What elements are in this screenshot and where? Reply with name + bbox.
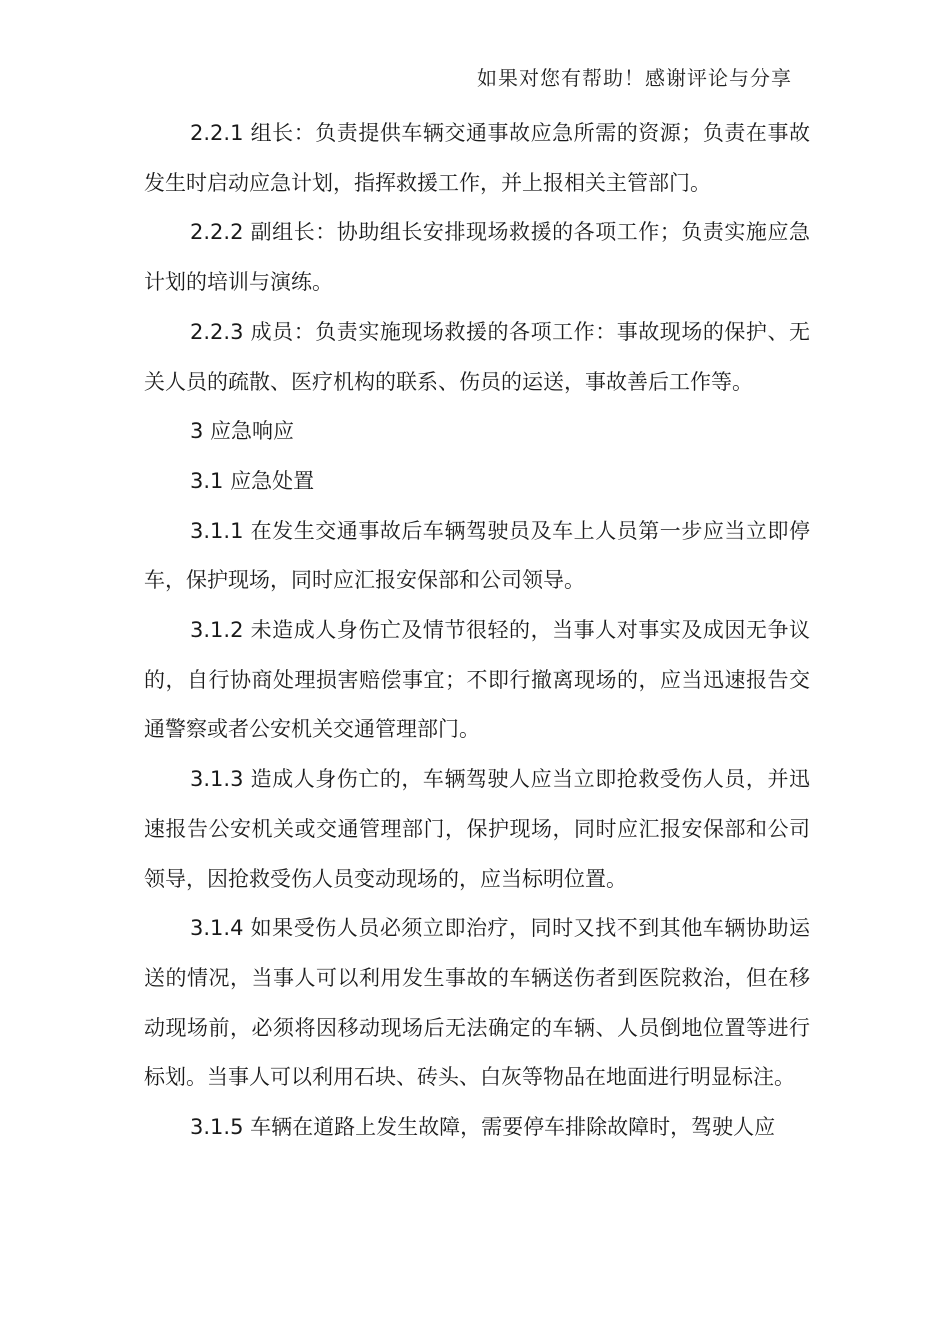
- paragraph-2-2-3: 2.2.3 成员：负责实施现场救援的各项工作：事故现场的保护、无关人员的疏散、医疗机构的联系、伤员的运送，事故善后工作等。: [144, 319, 810, 394]
- section-heading-3: 3 应急响应: [190, 419, 295, 444]
- paragraph-3-1-4: 3.1.4 如果受伤人员必须立即治疗，同时又找不到其他车辆协助运送的情况，当事人可以利用发生事故的车辆送伤者到医院救治，但在移动现场前，必须将因移动现场后无法确定的车辆、人员倒地位置等进行标划。当事人可以利用石块、砖头、白灰等物品在地面进行明显标注。: [144, 916, 810, 1090]
- document-body: [144, 109, 810, 1153]
- paragraph-3-1-5: 3.1.5 车辆在道路上发生故障，需要停车排除故障时，驾驶人应: [190, 1115, 776, 1140]
- section-heading-3-1: 3.1 应急处置: [190, 468, 315, 493]
- paragraph-3-1-2: 3.1.2 未造成人身伤亡及情节很轻的，当事人对事实及成因无争议的，自行协商处理损害赔偿事宜；不即行撤离现场的，应当迅速报告交通警察或者公安机关交通管理部门。: [144, 618, 810, 742]
- paragraph-2-2-2: 2.2.2 副组长：协助组长安排现场救援的各项工作；负责实施应急计划的培训与演练。: [144, 220, 810, 295]
- paragraph-3-1-3: 3.1.3 造成人身伤亡的，车辆驾驶人应当立即抢救受伤人员，并迅速报告公安机关或交通管理部门，保护现场，同时应汇报安保部和公司领导，因抢救受伤人员变动现场的，应当标明位置。: [144, 767, 810, 891]
- paragraph-3-1-1: 3.1.1 在发生交通事故后车辆驾驶员及车上人员第一步应当立即停车，保护现场，同时应汇报安保部和公司领导。: [144, 518, 810, 593]
- page-header: 如果对您有帮助！感谢评论与分享: [477, 66, 792, 90]
- paragraph-2-2-1: 2.2.1 组长：负责提供车辆交通事故应急所需的资源；负责在事故发生时启动应急计划，指挥救援工作，并上报相关主管部门。: [144, 121, 810, 195]
